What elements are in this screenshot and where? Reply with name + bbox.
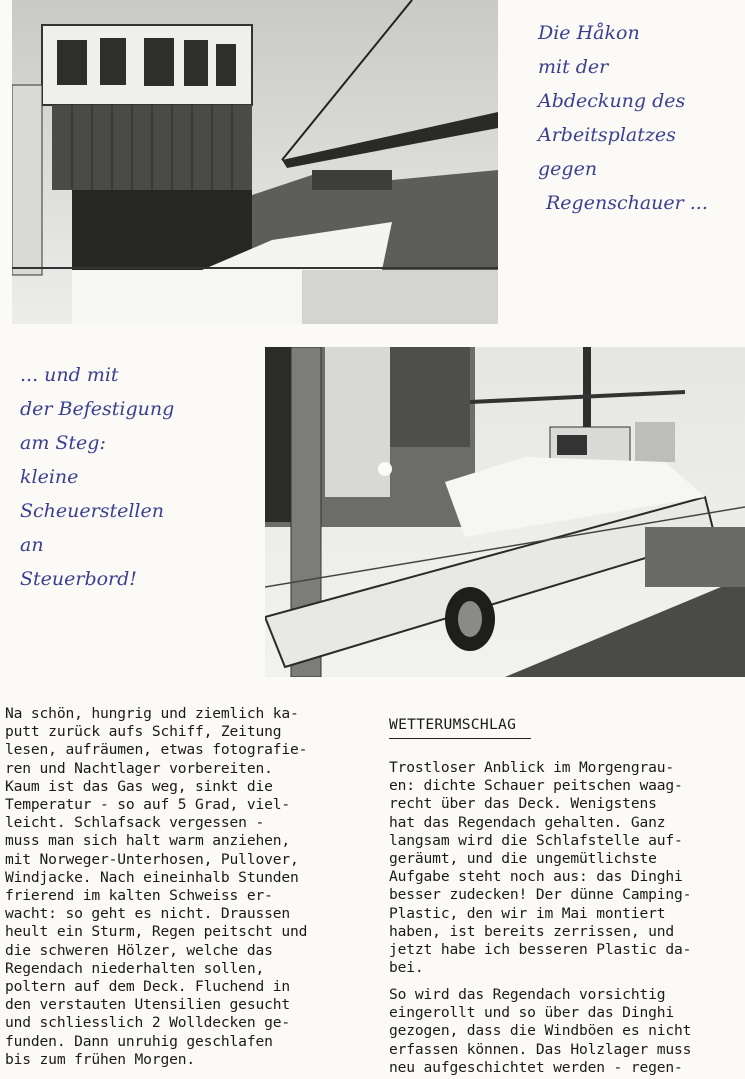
caption-middle-line: der Befestigung	[20, 398, 175, 420]
caption-top-line: Regenschauer ...	[546, 192, 708, 214]
caption-top-line: mit der	[538, 56, 609, 78]
caption-middle-line: kleine	[20, 466, 79, 488]
photo-hakon-deck-cover	[12, 0, 498, 324]
caption-middle-line: ... und mit	[20, 364, 119, 386]
caption-middle-line: Steuerbord!	[20, 568, 137, 590]
caption-middle-line: am Steg:	[20, 432, 106, 454]
caption-middle-line: an	[20, 534, 44, 556]
right-text-paragraph-1: Trostloser Anblick im Morgengrau- en: dichte Schauer peitschen waag- recht über das Deck. Wenigstens hat das Regendach gehalten. Ganz langsam wird die Schlafstelle auf- geräumt, und die ungemütlichste Aufgabe steht noch aus: das Dinghi besser zudecken! Der dünne Camping- Plastic, den wir im Mai montiert haben, ist bereits zerrissen, und jetzt habe ich besseren Plastic da- bei.	[389, 759, 692, 977]
caption-middle	[20, 358, 174, 596]
right-text-paragraph-2: So wird das Regendach vorsichtig eingerollt und so über das Dinghi gezogen, dass die Windböen es nicht erfassen können. Das Holzlager muss neu aufgeschichtet werden - regen-	[389, 986, 692, 1076]
photo-hakon-at-jetty	[265, 347, 745, 677]
caption-top-line: Arbeitsplatzes	[538, 124, 676, 146]
left-text-column: Na schön, hungrig und ziemlich ka- putt zurück aufs Schiff, Zeitung lesen, aufräumen, etwas fotografie- ren und Nachtlager vorbereiten. Kaum ist das Gas weg, sinkt die Temperatur - so auf 5 Grad, viel- leicht. Schlafsack vergessen - muss man sich halt warm anziehen, mit Norweger-Unterhosen, Pullover, Windjacke. Nach eineinhalb Stunden frierend im kalten Schweiss er- wacht: so geht es nicht. Draussen heult ein Sturm, Regen peitscht und die schweren Hölzer, welche das Regendach niederhalten sollen, poltern auf dem Deck. Fluchend in den verstauten Utensilien gesucht und schliesslich 2 Wolldecken ge- funden. Dann unruhig geschlafen bis zum frühen Morgen.	[5, 705, 308, 1068]
caption-top-line: Abdeckung des	[538, 90, 686, 112]
heading-underline	[389, 738, 531, 739]
caption-top	[538, 16, 708, 220]
boat-photo-icon	[265, 347, 745, 677]
caption-top-line: gegen	[538, 158, 598, 180]
caption-top-line: Die Håkon	[538, 22, 640, 44]
section-heading: WETTERUMSCHLAG	[389, 716, 517, 733]
caption-middle-line: Scheuerstellen	[20, 500, 164, 522]
boat-photo-icon	[12, 0, 498, 324]
